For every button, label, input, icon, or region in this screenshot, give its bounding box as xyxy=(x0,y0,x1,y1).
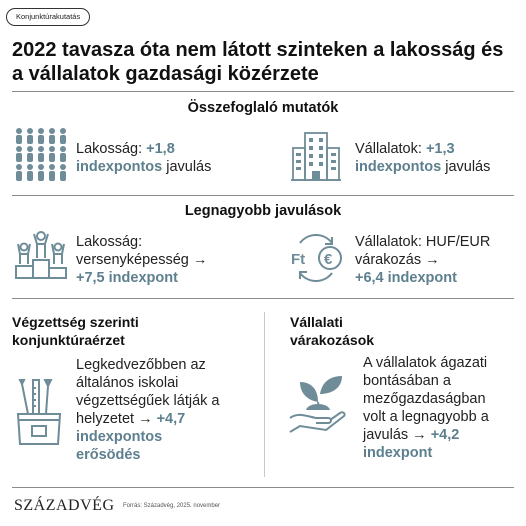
education-value: +4,7 xyxy=(156,411,186,427)
improvements-title: Legnagyobb javulások xyxy=(184,203,342,219)
corporate-line: mezőgazdaságban xyxy=(363,391,486,407)
summary-population-suffix: javulás xyxy=(162,159,212,175)
corporate-line: javulás → xyxy=(363,427,431,443)
source-note: Forrás: Századvég, 2025. november xyxy=(123,503,221,509)
divider xyxy=(12,487,514,488)
hand-sprout-icon xyxy=(288,372,348,436)
education-title-line2: konjunktúraérzet xyxy=(12,332,125,348)
category-tag: Konjunktúrakutatás xyxy=(6,8,90,26)
headline: 2022 tavasza óta nem látott szinteken a lakosság és a vállalatok gazdasági közérzete xyxy=(12,39,504,85)
corporate-title-line1: Vállalati xyxy=(290,314,343,330)
education-tail1: indexpontos xyxy=(76,429,163,445)
corporate-title xyxy=(290,313,374,349)
summary-companies-value: +1,3 xyxy=(425,141,455,157)
divider xyxy=(12,298,514,299)
corporate-line: volt a legnagyobb a xyxy=(363,409,489,425)
podium-winners-icon xyxy=(14,230,68,280)
corporate-text xyxy=(363,354,489,462)
currency-exchange-icon xyxy=(288,234,344,282)
improvement-population-line1: Lakosság: xyxy=(76,234,143,250)
pencil-cup-icon xyxy=(14,378,64,446)
summary-population-label: Lakosság: xyxy=(76,141,147,157)
education-text xyxy=(76,356,219,464)
summary-companies-label: Vállalatok: xyxy=(355,141,426,157)
improvement-population xyxy=(76,233,207,287)
corporate-title-line2: várakozások xyxy=(290,332,375,348)
summary-companies-suffix: javulás xyxy=(441,159,491,175)
improvement-companies-line2: várakozás → xyxy=(355,252,440,268)
column-divider xyxy=(264,312,265,477)
education-line: Legkedvezőbben az xyxy=(76,357,206,373)
corporate-line: bontásában a xyxy=(363,373,451,389)
people-crowd-icon xyxy=(14,127,68,183)
improvement-companies-line1: Vállalatok: HUF/EUR xyxy=(355,234,491,250)
summary-population-value: +1,8 xyxy=(146,141,175,157)
divider xyxy=(12,91,514,92)
improvement-population-value: +7,5 indexpont xyxy=(76,270,178,286)
education-line: általános iskolai xyxy=(76,375,179,391)
improvement-population-line2: versenyképesség → xyxy=(76,252,208,268)
corporate-value: +4,2 xyxy=(430,427,460,443)
corporate-line: A vállalatok ágazati xyxy=(363,355,488,371)
education-title-line1: Végzettség szerinti xyxy=(12,314,139,330)
office-building-icon xyxy=(291,130,341,182)
divider xyxy=(12,195,514,196)
education-line: végzettségűek látják a xyxy=(76,393,220,409)
szazadveg-logo: SZÁZADVÉG xyxy=(14,497,115,514)
summary-title: Összefoglaló mutatók xyxy=(187,100,339,116)
corporate-tail: indexpont xyxy=(363,445,433,461)
improvement-companies xyxy=(355,233,490,287)
education-line: helyzetet → xyxy=(76,411,157,427)
summary-companies-unit: indexpontos xyxy=(355,159,442,175)
summary-population-unit: indexpontos xyxy=(76,159,163,175)
svg-text:€: € xyxy=(324,251,333,268)
summary-companies xyxy=(355,140,490,176)
svg-text:Ft: Ft xyxy=(291,251,306,268)
education-tail2: erősödés xyxy=(76,447,141,463)
summary-population xyxy=(76,140,211,176)
improvement-companies-value: +6,4 indexpont xyxy=(355,270,457,286)
education-title xyxy=(12,313,139,349)
